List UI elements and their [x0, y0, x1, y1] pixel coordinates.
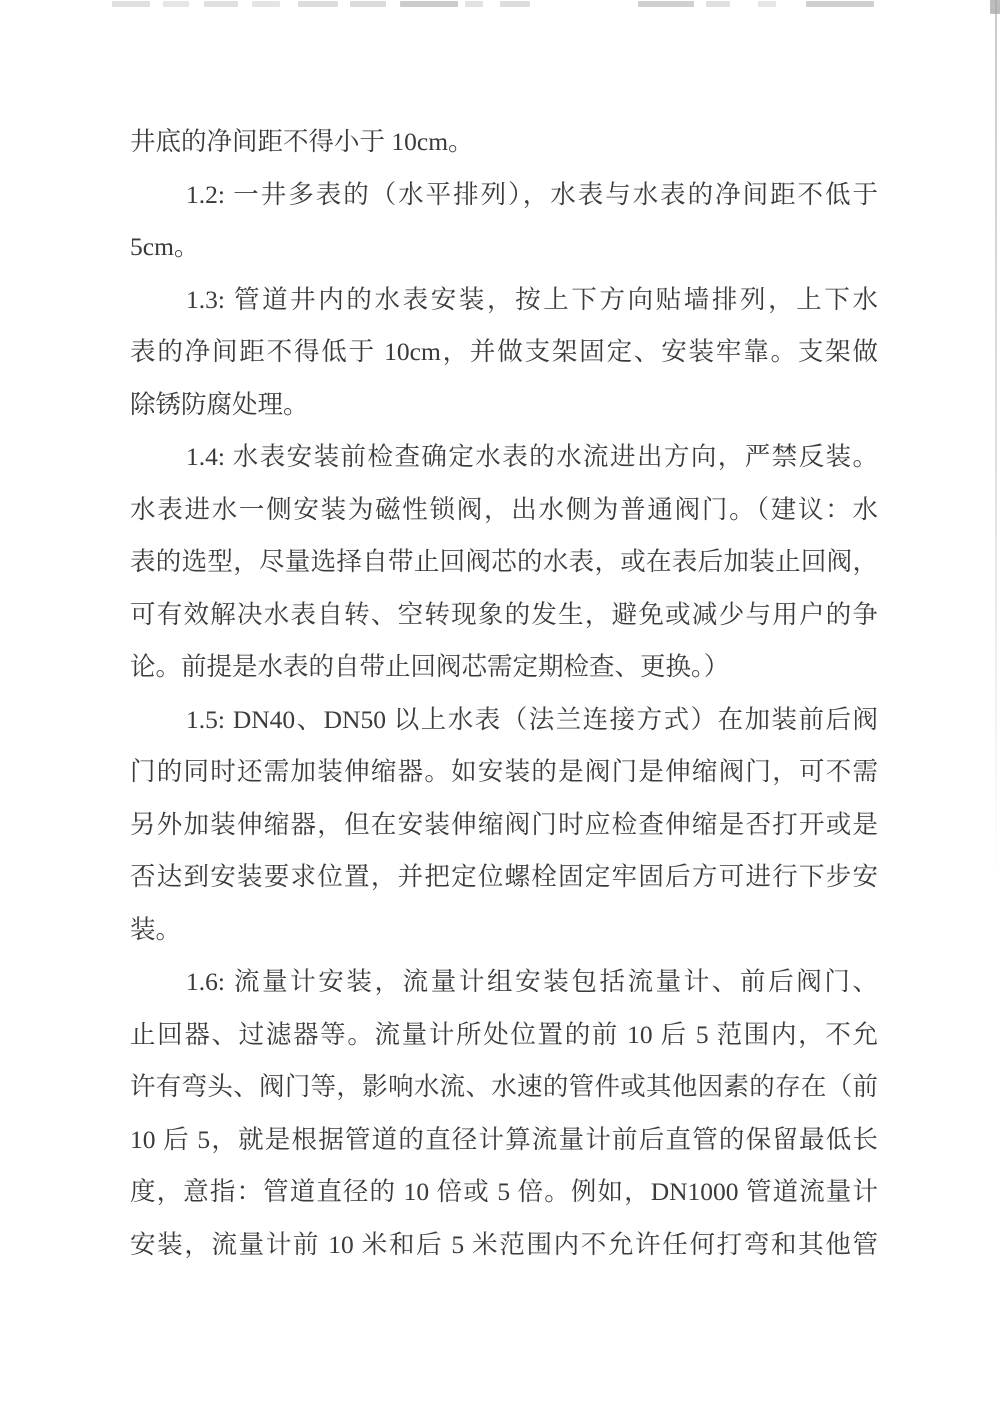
- scan-artifact-dash: [500, 1, 530, 7]
- scan-corner-mark: [990, 0, 1000, 14]
- text-line: 度，意指：管道直径的 10 倍或 5 倍。例如，DN1000 管道流量计: [130, 1177, 878, 1206]
- text-line: 否达到安装要求位置，并把定位螺栓固定牢固后方可进行下步安: [130, 862, 878, 891]
- scan-artifact-dash: [204, 1, 238, 7]
- text-line: 除锈防腐处理。: [130, 389, 309, 419]
- text-line: 可有效解决水表自转、空转现象的发生，避免或减少与用户的争: [130, 599, 878, 629]
- scan-artifact-dash: [163, 1, 189, 7]
- text-line: 门的同时还需加装伸缩器。如安装的是阀门是伸缩阀门，可不需: [130, 757, 878, 786]
- scan-artifact-dash: [112, 1, 150, 7]
- text-line: 安装，流量计前 10 米和后 5 米范围内不允许任何打弯和其他管: [130, 1229, 878, 1259]
- scan-page-edge-line: [995, 0, 997, 880]
- text-line: 装。: [130, 914, 182, 944]
- text-line: 5cm。: [130, 232, 200, 261]
- text-line: 井底的净间距不得小于 10cm。: [130, 127, 474, 156]
- text-line: 论。前提是水表的自带止回阀芯需定期检查、更换。）: [130, 652, 730, 681]
- text-line: 1.5: DN40、DN50 以上水表（法兰连接方式）在加装前后阀: [186, 704, 878, 734]
- scan-artifact-dash: [298, 1, 338, 7]
- scan-artifact-dash: [350, 1, 386, 7]
- text-line: 止回器、过滤器等。流量计所处位置的前 10 后 5 范围内，不允: [130, 1019, 878, 1049]
- text-line: 许有弯头、阀门等，影响水流、水速的管件或其他因素的存在（前: [130, 1072, 878, 1101]
- scan-artifact-dash: [706, 1, 730, 7]
- text-line: 1.3: 管道井内的水表安装，按上下方向贴墙排列，上下水: [186, 284, 878, 314]
- text-line: 另外加装伸缩器，但在安装伸缩阀门时应检查伸缩是否打开或是: [130, 809, 878, 839]
- text-line: 1.2: 一井多表的（水平排列），水表与水表的净间距不低于: [186, 179, 878, 209]
- scan-artifact-dash: [465, 1, 483, 7]
- scan-artifact-dash: [806, 1, 874, 7]
- scan-artifact-dash: [758, 1, 776, 7]
- text-line: 水表进水一侧安装为磁性锁阀，出水侧为普通阀门。（建议：水: [130, 494, 878, 524]
- text-line: 1.6: 流量计安装，流量计组安装包括流量计、前后阀门、: [186, 967, 878, 996]
- scan-artifact-dash: [400, 1, 458, 7]
- text-line: 10 后 5，就是根据管道的直径计算流量计前后直管的保留最低长: [130, 1124, 878, 1154]
- text-line: 1.4: 水表安装前检查确定水表的水流进出方向，严禁反装。: [186, 442, 878, 471]
- text-line: 表的净间距不得低于 10cm，并做支架固定、安装牢靠。支架做: [130, 337, 878, 366]
- text-line: 表的选型，尽量选择自带止回阀芯的水表，或在表后加装止回阀，: [130, 547, 878, 576]
- scan-artifact-dash: [252, 1, 280, 7]
- scan-artifact-dash: [638, 1, 694, 7]
- document-text-block: [130, 116, 878, 1271]
